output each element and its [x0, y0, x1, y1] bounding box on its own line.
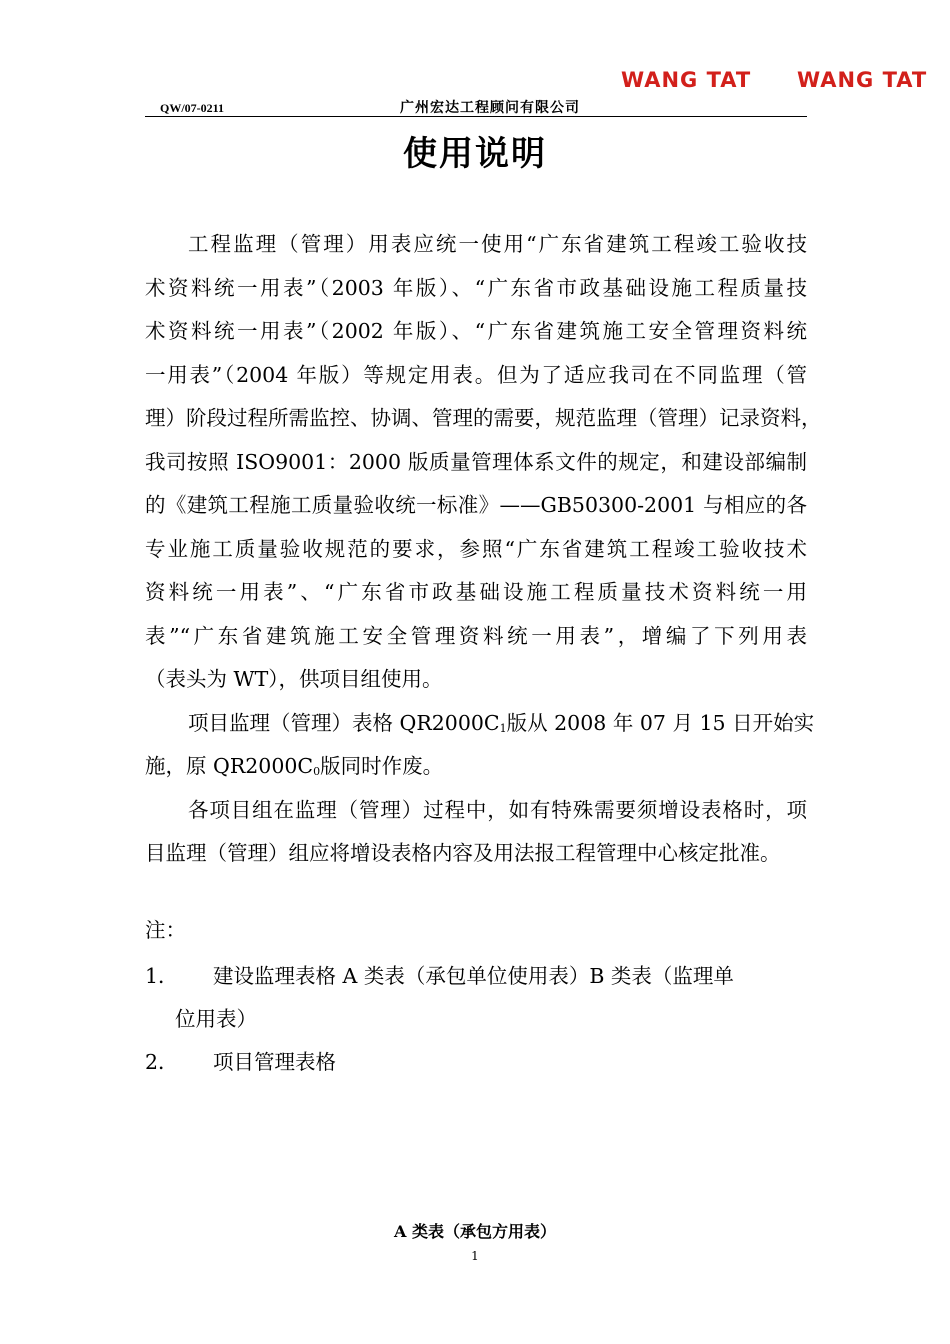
intro-line: 术资料统一用表”（2002 年版）、“广东省建筑施工安全管理资料统 — [145, 319, 807, 343]
approval-line: 目监理（管理）组应将增设表格内容及用法报工程管理中心核定批准。 — [145, 841, 781, 865]
header-divider — [145, 116, 807, 117]
body-text — [145, 223, 822, 876]
version-text: 项目监理（管理）表格 QR2000C — [188, 710, 500, 735]
company-name: 广州宏达工程顾问有限公司 — [400, 100, 580, 116]
note-item-continuation: 位用表） — [175, 1007, 257, 1031]
wang-tat-logo: WANG TAT — [621, 68, 752, 92]
intro-line: 的《建筑工程施工质量验收统一标准》——GB50300-2001 与相应的各 — [145, 493, 807, 517]
note-text: 项目管理表格 — [213, 1050, 336, 1074]
version-text: 施，原 QR2000C — [145, 754, 314, 778]
note-number: 2． — [145, 1050, 179, 1074]
intro-line: 资料统一用表”、“广东省市政基础设施工程质量技术资料统一用 — [145, 580, 807, 604]
notes-label: 注： — [145, 918, 186, 942]
intro-line: （表头为 WT），供项目组使用。 — [145, 667, 443, 691]
wang-tat-logo: WANG TAT — [797, 68, 928, 92]
intro-line: 理）阶段过程所需监控、协调、管理的需要，规范监理（管理）记录资料， — [145, 406, 822, 430]
version-subscript: 0 — [313, 765, 321, 778]
version-text: 版从 2008 年 07 月 15 日开始实 — [506, 710, 815, 735]
note-item — [145, 1041, 336, 1085]
intro-line: 工程监理（管理）用表应统一使用“广东省建筑工程竣工验收技 — [188, 232, 807, 256]
intro-line: 表”“广东省建筑施工安全管理资料统一用表”，增编了下列用表 — [145, 623, 807, 648]
section-label: A 类表（承包方用表） — [394, 1222, 556, 1241]
version-text: 版同时作废。 — [320, 754, 444, 778]
document-code: QW/07-0211 — [160, 101, 225, 115]
page-number: 1 — [471, 1249, 479, 1263]
intro-line: 我司按照 ISO9001：2000 版质量管理体系文件的规定，和建设部编制 — [145, 449, 807, 474]
version-line — [145, 745, 807, 789]
note-text: 建设监理表格 A 类表（承包单位使用表）B 类表（监理单 — [213, 964, 734, 988]
intro-line: 术资料统一用表”（2003 年版）、“广东省市政基础设施工程质量技 — [145, 275, 807, 300]
page-title: 使用说明 — [403, 134, 547, 174]
note-item — [145, 955, 734, 999]
intro-line: 专业施工质量验收规范的要求，参照“广东省建筑工程竣工验收技术 — [145, 536, 807, 561]
intro-line: 一用表”（2004 年版）等规定用表。但为了适应我司在不同监理（管 — [145, 362, 807, 387]
note-number: 1． — [145, 964, 179, 988]
approval-line: 各项目组在监理（管理）过程中，如有特殊需要须增设表格时，项 — [188, 797, 807, 822]
version-line — [145, 702, 815, 746]
version-subscript: 1 — [499, 721, 507, 735]
